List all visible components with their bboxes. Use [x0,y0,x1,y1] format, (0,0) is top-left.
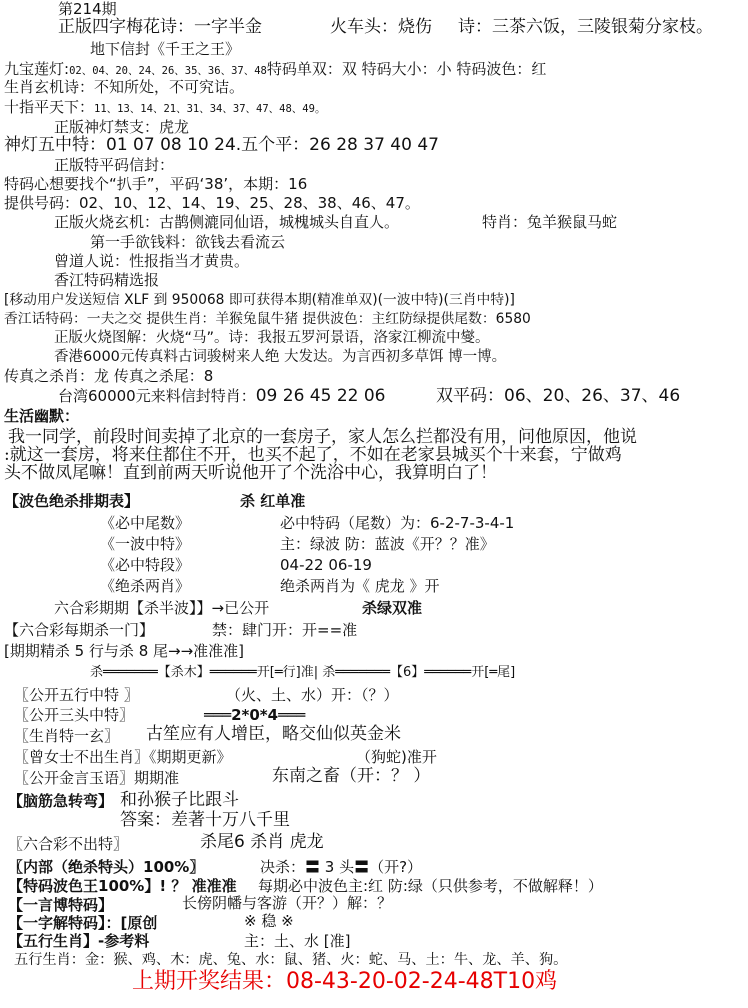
zengnvshi-title: 〖曾女士不出生肖〗《期期更新》 [14,748,232,766]
banbo-line: 六合彩期期【杀半波】】→已公开 [54,599,270,617]
bz-liangxiao-value: 绝杀两肖为《 虎龙 》开 [280,577,440,595]
xinxiang-line: 特码心想要找个“扒手”，平码‘38’，本期：16 [4,175,308,193]
wuxing-title: 〖公开五行中特 〗 [14,686,139,704]
naojin-answer: 答案：差著十万八千里 [120,810,290,830]
poem-line: 诗：三茶六饭，三陵银菊分家枝。 [458,17,713,37]
yiyan-title: 【一言博特码】 [8,896,114,914]
sha-row: 杀═══════【杀木】══════开[═行]准| 杀═══════【6】══════开[═尾] [90,665,516,680]
wuxing-value: （火、土、水）开：（？） [226,686,399,704]
issue-number: 第214期 [58,0,117,18]
huoshao-tujie: 正版火烧图解：火烧“马”。诗：我报五罗河景语，洛家江柳流中燮。 [54,330,490,346]
wuxing-shengxiao-list: 五行生肖：金：猴、鸡、木：虎、兔、水：鼠、猪、火：蛇、马、土：牛、龙、羊、狗。 [14,952,568,968]
taiwan-pingma: 双平码：06、20、26、37、46 [436,386,681,406]
bz-teduan: 《必中特段》 [100,556,191,574]
taiwan-line [58,387,386,405]
zengnvshi-value: （狗蛇)准开 [356,748,437,766]
chuanzhen: 传真之杀肖：龙 传真之杀尾：8 [4,367,214,385]
jinyan-title: 〖公开金言玉语〗期期准 [14,769,180,787]
shizhi-pingtianxia [4,98,325,118]
yimen-value: 禁：肆门开：开==准 [212,621,358,639]
sms-notice: [移动用户发送短信 XLF 到 950068 即可获得本期(精准单双)(一波中特)(三肖中特)] [4,292,515,308]
xuanji-poem: 生肖玄机诗：不知所处，不可究诘。 [4,78,245,96]
diyishou: 第一手欲钱料：欲钱去看流云 [90,233,286,251]
bz-weishu: 《必中尾数》 [100,514,191,532]
neibu-value: 决杀：〓 3 头〓（开?） [260,858,423,876]
yimen-title: 【六合彩每期杀一门】 [4,621,155,639]
huochetou: 火车头：烧伤 [330,17,432,37]
santou-value: ═══2*0*4═══ [204,706,306,724]
tigong-label: 提供号码： [4,194,80,212]
wuxing-shengxiao-title: 【五行生肖】-参考料 [8,932,150,950]
jinyan-value: 东南之畜（开：？ ） [272,766,431,786]
shengxiao-title: 〖生肖特一玄〗 [14,727,120,745]
bz-weishu-value: 必中特码（尾数）为：6-2-7-3-4-1 [280,514,515,532]
humor-title: 生活幽默： [4,407,80,425]
shendeng-wuzhongte: 神灯五中特：01 07 08 10 24.五个平：26 28 37 40 47 [4,135,439,155]
qijing-line: [期期精杀 5 行与杀 8 尾→→准准准] [4,642,245,660]
bz-teduan-value: 04-22 06-19 [280,556,372,574]
jiubao-tail: 特码单双：双 特码大小：小 特码波色：红 [266,60,547,78]
bz-liangxiao: 《绝杀两肖》 [100,577,191,595]
naojin-title: 【脑筋急转弯】 [8,792,114,810]
shizhi-numbers: 11、13、14、21、31、34、37、47、48、49。 [94,103,326,115]
hk-6000: 香港6000元传真料古词骏树来人绝 大发达。为言西初多草饵 博一博。 [54,349,507,365]
shizhi-label: 十指平天下： [4,98,95,116]
yizi-title: 【一字解特码】：[原创 [8,914,158,932]
buchu-value: 杀尾6 杀肖 虎龙 [200,832,324,852]
jiubao-lendeng [4,60,546,80]
last-result: 上期开奖结果：08-43-20-02-24-48T10鸡 [132,969,558,994]
meihua-poem: 正版四字梅花诗：一字半金 [58,17,262,37]
huoshao-xuanji: 正版火烧玄机：古鹊侧漉同仙语，城槐城头自直人。 [54,213,400,231]
banbo-kill: 杀绿双准 [362,599,423,617]
santou-title: 〖公开三头中特〗 [14,706,135,724]
naojin-question: 和孙猴子比跟斗 [120,790,239,810]
taiwan-label: 台湾60000元来料信封特肖： [58,387,256,405]
bose-kill: 杀 红单准 [240,492,306,510]
tigong-haoma [4,194,420,212]
shengxiao-value: 古笙应有人增臣，略交仙似英金米 [146,724,401,744]
jiubao-numbers: 02、04、20、24、26、35、36、37、48 [69,65,267,77]
jiubao-label: 九宝莲灯: [4,60,70,78]
cengdaoren: 曾道人说：性报指当才黄贵。 [54,252,250,270]
tigong-numbers: 02、10、12、14、19、25、28、38、46、47。 [79,194,420,212]
pingma-xinfeng: 正版特平码信封： [54,156,175,174]
humor-line-2: :就这一套房，将来住都住不开，也买不起了，不如在老家县城买个十来套，宁做鸡 [4,445,622,465]
bz-yibo-value: 主：绿波 防：蓝波《开？？准》 [280,535,495,553]
humor-line-1: 我一同学，前段时间卖掉了北京的一套房子，家人怎么拦都没有用，问他原因，他说 [8,427,637,447]
bose-title: 【波色绝杀排期表】 [4,492,140,510]
xiangjiang-jingxuan: 香江特码精选报 [54,271,160,289]
taiwan-numbers: 09 26 45 22 06 [255,386,386,406]
texiao-animals: 特肖：兔羊猴鼠马蛇 [482,213,618,231]
yizi-value: ※ 稳 ※ [244,912,294,930]
shendeng-jinzhi: 正版神灯禁支：虎龙 [54,118,190,136]
yiyan-value: 长傍阴幡与客游（开？）解：？ [182,894,393,912]
bz-yibo: 《一波中特》 [100,535,191,553]
bosewang-value: 每期必中波色主:红 防:绿（只供参考，不做解释！） [258,877,603,895]
humor-line-3: 头不做凤尾嘛！直到前两天听说他开了个洗浴中心，我算明白了！ [4,463,497,483]
buchu-title: 〖六合彩不出特〗 [8,835,129,853]
wuxing-shengxiao-value: 主：土、水 [准] [244,932,351,950]
bosewang-title: 【特码波色王100%】! ？ 准准准 [8,877,237,895]
dixia-xinfeng: 地下信封《千王之王》 [90,40,241,58]
xiangjiang-hua: 香江话特码：一夫之交 提供生肖：羊猴兔鼠牛猪 提供波色：主红防绿提供尾数：6580 [4,311,531,327]
neibu-title: 〖内部（绝杀特头）100%〗 [8,858,205,876]
